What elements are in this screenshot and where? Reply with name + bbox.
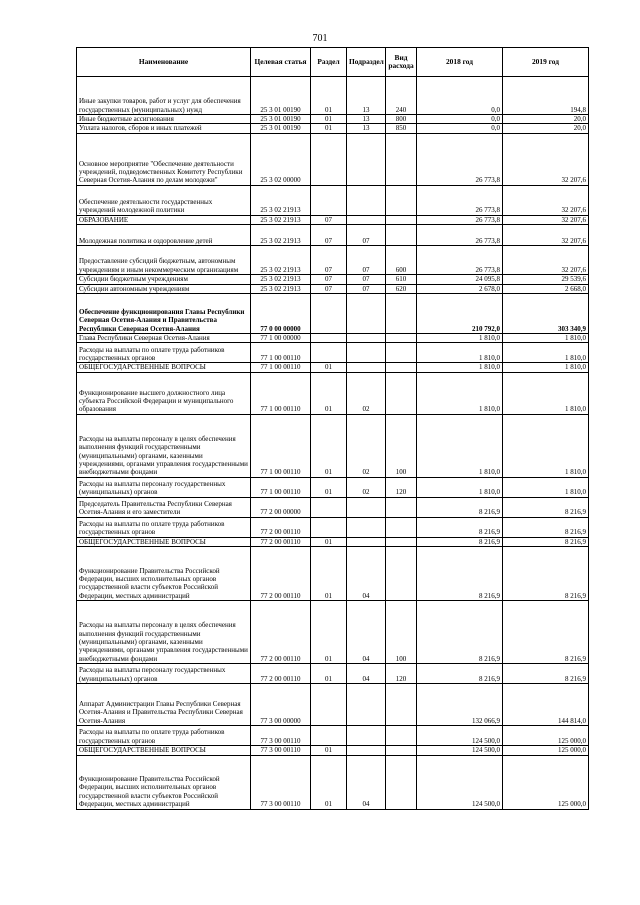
table-row bbox=[77, 343, 589, 363]
row-2018: 1 810,0 bbox=[417, 477, 503, 497]
row-section: 01 bbox=[311, 77, 347, 115]
table-row bbox=[77, 497, 589, 517]
row-section: 07 bbox=[311, 284, 347, 293]
table-header-row bbox=[77, 48, 589, 77]
row-section: 01 bbox=[311, 746, 347, 755]
row-section: 01 bbox=[311, 115, 347, 124]
row-type bbox=[386, 225, 417, 246]
row-2018: 1 810,0 bbox=[417, 414, 503, 477]
row-type bbox=[386, 294, 417, 334]
table-row bbox=[77, 601, 589, 664]
row-subsection bbox=[347, 343, 386, 363]
row-code: 25 3 02 21913 bbox=[251, 246, 311, 275]
row-subsection bbox=[347, 537, 386, 546]
row-code: 77 2 00 00110 bbox=[251, 537, 311, 546]
row-name: Председатель Правительства Республики Северная Осетия-Алания и его заместители bbox=[77, 497, 251, 517]
row-2018: 1 810,0 bbox=[417, 363, 503, 372]
row-section: 01 bbox=[311, 547, 347, 601]
row-2019: 1 810,0 bbox=[503, 343, 589, 363]
row-2019: 1 810,0 bbox=[503, 363, 589, 372]
row-name: Расходы на выплаты по оплате труда работников государственных органов bbox=[77, 517, 251, 537]
table-row bbox=[77, 133, 589, 185]
row-name: Уплата налогов, сборов и иных платежей bbox=[77, 124, 251, 133]
row-name: Обеспечение функционирования Главы Республики Северная Осетия-Алания и Правительства Республики Северная Осетия-Алания bbox=[77, 294, 251, 334]
row-code: 77 2 00 00110 bbox=[251, 664, 311, 684]
row-type bbox=[386, 755, 417, 809]
table-row bbox=[77, 363, 589, 372]
row-name: Функционирование высшего должностного лица субъекта Российской Федерации и муниципального образования bbox=[77, 372, 251, 414]
row-subsection bbox=[347, 294, 386, 334]
table-row bbox=[77, 414, 589, 477]
row-section: 01 bbox=[311, 363, 347, 372]
row-section: 07 bbox=[311, 225, 347, 246]
row-name: Аппарат Администрации Главы Республики Северная Осетия-Алания и Правительства Республики Северная Осетия-Алания bbox=[77, 684, 251, 726]
row-type bbox=[386, 537, 417, 546]
table-row bbox=[77, 664, 589, 684]
row-subsection bbox=[347, 684, 386, 726]
row-code: 25 3 01 00190 bbox=[251, 77, 311, 115]
row-name: ОБЩЕГОСУДАРСТВЕННЫЕ ВОПРОСЫ bbox=[77, 746, 251, 755]
row-subsection: 07 bbox=[347, 275, 386, 284]
row-section: 01 bbox=[311, 601, 347, 664]
row-subsection: 04 bbox=[347, 601, 386, 664]
row-subsection: 13 bbox=[347, 77, 386, 115]
row-name: Иные бюджетные ассигнования bbox=[77, 115, 251, 124]
row-section bbox=[311, 343, 347, 363]
row-code: 25 3 02 00000 bbox=[251, 133, 311, 185]
row-2019: 20,0 bbox=[503, 124, 589, 133]
row-type bbox=[386, 215, 417, 224]
row-2018: 26 773,8 bbox=[417, 133, 503, 185]
row-code: 77 2 00 00000 bbox=[251, 497, 311, 517]
row-2018: 8 216,9 bbox=[417, 497, 503, 517]
row-2019: 1 810,0 bbox=[503, 334, 589, 343]
row-type: 610 bbox=[386, 275, 417, 284]
row-name: ОБРАЗОВАНИЕ bbox=[77, 215, 251, 224]
row-code: 77 3 00 00000 bbox=[251, 684, 311, 726]
row-section bbox=[311, 726, 347, 746]
row-subsection bbox=[347, 497, 386, 517]
row-subsection: 04 bbox=[347, 547, 386, 601]
row-2019: 125 000,0 bbox=[503, 746, 589, 755]
row-name: Молодежная политика и оздоровление детей bbox=[77, 225, 251, 246]
row-type: 100 bbox=[386, 601, 417, 664]
row-name: Основное мероприятие "Обеспечение деятельности учреждений, подведомственных Комитету Республики Северная Осетия-Алания по делам молодежи" bbox=[77, 133, 251, 185]
row-2018: 8 216,9 bbox=[417, 537, 503, 546]
row-code: 25 3 02 21913 bbox=[251, 185, 311, 215]
row-section bbox=[311, 294, 347, 334]
row-2018: 0,0 bbox=[417, 115, 503, 124]
row-name: Расходы на выплаты по оплате труда работников государственных органов bbox=[77, 726, 251, 746]
row-2019: 32 207,6 bbox=[503, 225, 589, 246]
row-name: Глава Республики Северная Осетия-Алания bbox=[77, 334, 251, 343]
row-2019: 8 216,9 bbox=[503, 497, 589, 517]
row-section: 01 bbox=[311, 477, 347, 497]
row-code: 77 1 00 00110 bbox=[251, 477, 311, 497]
table-row bbox=[77, 746, 589, 755]
row-code: 77 1 00 00110 bbox=[251, 343, 311, 363]
table-row bbox=[77, 755, 589, 809]
row-code: 25 3 01 00190 bbox=[251, 124, 311, 133]
table-row bbox=[77, 185, 589, 215]
row-name: Субсидии бюджетным учреждениям bbox=[77, 275, 251, 284]
row-type bbox=[386, 372, 417, 414]
row-name: Расходы на выплаты персоналу в целях обеспечения выполнения функций государственными (муниципальными) органами, казенными учреждениями, органами управления государственными внебюджетными фондами bbox=[77, 414, 251, 477]
row-2018: 124 500,0 bbox=[417, 726, 503, 746]
row-2018: 26 773,8 bbox=[417, 215, 503, 224]
row-name: Расходы на выплаты персоналу государственных (муниципальных) органов bbox=[77, 664, 251, 684]
row-type: 120 bbox=[386, 664, 417, 684]
table-row bbox=[77, 124, 589, 133]
row-type: 120 bbox=[386, 477, 417, 497]
row-subsection bbox=[347, 334, 386, 343]
table-row bbox=[77, 547, 589, 601]
row-code: 25 3 02 21913 bbox=[251, 275, 311, 284]
row-section: 01 bbox=[311, 372, 347, 414]
row-type bbox=[386, 517, 417, 537]
row-2019: 29 539,6 bbox=[503, 275, 589, 284]
row-subsection: 02 bbox=[347, 372, 386, 414]
row-name: Функционирование Правительства Российской Федерации, высших исполнительных органов государственной власти субъектов Российской Федерации, местных администраций bbox=[77, 547, 251, 601]
row-name: Расходы на выплаты по оплате труда работников государственных органов bbox=[77, 343, 251, 363]
row-code: 25 3 02 21913 bbox=[251, 225, 311, 246]
row-subsection bbox=[347, 133, 386, 185]
row-type bbox=[386, 497, 417, 517]
row-type bbox=[386, 726, 417, 746]
row-section bbox=[311, 133, 347, 185]
row-name: Обеспечение деятельности государственных учреждений молодежной политики bbox=[77, 185, 251, 215]
row-subsection: 02 bbox=[347, 414, 386, 477]
row-2018: 1 810,0 bbox=[417, 334, 503, 343]
row-code: 77 2 00 00110 bbox=[251, 547, 311, 601]
row-section bbox=[311, 185, 347, 215]
row-subsection bbox=[347, 215, 386, 224]
header-type: Вид расхода bbox=[386, 48, 417, 77]
row-2018: 124 500,0 bbox=[417, 746, 503, 755]
row-subsection: 13 bbox=[347, 115, 386, 124]
row-type: 100 bbox=[386, 414, 417, 477]
row-2019: 8 216,9 bbox=[503, 537, 589, 546]
row-2019: 8 216,9 bbox=[503, 547, 589, 601]
row-2019: 20,0 bbox=[503, 115, 589, 124]
table-row bbox=[77, 477, 589, 497]
row-section: 07 bbox=[311, 215, 347, 224]
table-row bbox=[77, 225, 589, 246]
row-code: 77 1 00 00110 bbox=[251, 414, 311, 477]
row-2019: 125 000,0 bbox=[503, 755, 589, 809]
row-section: 01 bbox=[311, 124, 347, 133]
row-subsection: 07 bbox=[347, 284, 386, 293]
row-2019: 32 207,6 bbox=[503, 133, 589, 185]
row-subsection: 07 bbox=[347, 246, 386, 275]
row-section: 07 bbox=[311, 275, 347, 284]
row-section: 01 bbox=[311, 664, 347, 684]
table-row bbox=[77, 517, 589, 537]
row-2019: 144 814,0 bbox=[503, 684, 589, 726]
row-type: 800 bbox=[386, 115, 417, 124]
row-type bbox=[386, 363, 417, 372]
row-subsection: 02 bbox=[347, 477, 386, 497]
row-code: 77 2 00 00110 bbox=[251, 601, 311, 664]
header-subsection: Подраздел bbox=[347, 48, 386, 77]
table-row bbox=[77, 684, 589, 726]
row-section bbox=[311, 517, 347, 537]
row-code: 77 3 00 00110 bbox=[251, 755, 311, 809]
row-section: 01 bbox=[311, 414, 347, 477]
row-2019: 1 810,0 bbox=[503, 372, 589, 414]
table-body bbox=[77, 77, 589, 810]
row-2018: 124 500,0 bbox=[417, 755, 503, 809]
row-subsection: 07 bbox=[347, 225, 386, 246]
row-type bbox=[386, 133, 417, 185]
row-section bbox=[311, 334, 347, 343]
table-row bbox=[77, 77, 589, 115]
row-name: Расходы на выплаты персоналу государственных (муниципальных) органов bbox=[77, 477, 251, 497]
row-2018: 26 773,8 bbox=[417, 225, 503, 246]
budget-table bbox=[76, 47, 589, 810]
header-2018: 2018 год bbox=[417, 48, 503, 77]
row-2018: 8 216,9 bbox=[417, 517, 503, 537]
row-section: 01 bbox=[311, 755, 347, 809]
row-type: 600 bbox=[386, 246, 417, 275]
row-section bbox=[311, 684, 347, 726]
row-code: 77 3 00 00110 bbox=[251, 746, 311, 755]
table-row bbox=[77, 372, 589, 414]
row-2019: 8 216,9 bbox=[503, 517, 589, 537]
row-2018: 8 216,9 bbox=[417, 601, 503, 664]
row-type bbox=[386, 547, 417, 601]
row-section bbox=[311, 497, 347, 517]
row-section: 07 bbox=[311, 246, 347, 275]
row-2018: 26 773,8 bbox=[417, 246, 503, 275]
header-code: Целевая статья bbox=[251, 48, 311, 77]
row-name: Субсидии автономным учреждениям bbox=[77, 284, 251, 293]
table-row bbox=[77, 284, 589, 293]
row-subsection bbox=[347, 746, 386, 755]
row-2018: 24 095,8 bbox=[417, 275, 503, 284]
row-code: 25 3 01 00190 bbox=[251, 115, 311, 124]
row-type bbox=[386, 334, 417, 343]
row-type bbox=[386, 343, 417, 363]
page-number: 701 bbox=[312, 33, 328, 44]
row-subsection: 13 bbox=[347, 124, 386, 133]
row-2019: 32 207,6 bbox=[503, 215, 589, 224]
table-row bbox=[77, 726, 589, 746]
table-row bbox=[77, 537, 589, 546]
row-2019: 8 216,9 bbox=[503, 601, 589, 664]
row-2018: 1 810,0 bbox=[417, 343, 503, 363]
row-code: 77 0 00 00000 bbox=[251, 294, 311, 334]
row-2018: 0,0 bbox=[417, 77, 503, 115]
header-section: Раздел bbox=[311, 48, 347, 77]
row-section: 01 bbox=[311, 537, 347, 546]
row-type: 240 bbox=[386, 77, 417, 115]
row-name: Иные закупки товаров, работ и услуг для обеспечения государственных (муниципальных) нужд bbox=[77, 77, 251, 115]
row-type: 620 bbox=[386, 284, 417, 293]
row-2018: 26 773,8 bbox=[417, 185, 503, 215]
row-2019: 303 340,9 bbox=[503, 294, 589, 334]
row-name: ОБЩЕГОСУДАРСТВЕННЫЕ ВОПРОСЫ bbox=[77, 363, 251, 372]
row-code: 77 1 00 00000 bbox=[251, 334, 311, 343]
header-2019: 2019 год bbox=[503, 48, 589, 77]
row-code: 25 3 02 21913 bbox=[251, 215, 311, 224]
row-2018: 132 066,9 bbox=[417, 684, 503, 726]
row-2018: 8 216,9 bbox=[417, 547, 503, 601]
table-row bbox=[77, 294, 589, 334]
row-2018: 8 216,9 bbox=[417, 664, 503, 684]
row-name: Функционирование Правительства Российской Федерации, высших исполнительных органов государственной власти субъектов Российской Федерации, местных администраций bbox=[77, 755, 251, 809]
row-2019: 32 207,6 bbox=[503, 185, 589, 215]
row-subsection: 04 bbox=[347, 755, 386, 809]
table-row bbox=[77, 334, 589, 343]
row-code: 77 1 00 00110 bbox=[251, 372, 311, 414]
row-subsection bbox=[347, 363, 386, 372]
table-row bbox=[77, 275, 589, 284]
row-type bbox=[386, 185, 417, 215]
row-type: 850 bbox=[386, 124, 417, 133]
row-2019: 8 216,9 bbox=[503, 664, 589, 684]
row-name: Предоставление субсидий бюджетным, автономным учреждениям и иным некоммерческим организациям bbox=[77, 246, 251, 275]
row-code: 77 2 00 00110 bbox=[251, 517, 311, 537]
row-name: ОБЩЕГОСУДАРСТВЕННЫЕ ВОПРОСЫ bbox=[77, 537, 251, 546]
row-2019: 32 207,6 bbox=[503, 246, 589, 275]
row-subsection: 04 bbox=[347, 664, 386, 684]
row-2019: 194,8 bbox=[503, 77, 589, 115]
row-2019: 1 810,0 bbox=[503, 414, 589, 477]
row-subsection bbox=[347, 517, 386, 537]
row-type bbox=[386, 684, 417, 726]
table-row bbox=[77, 246, 589, 275]
row-code: 25 3 02 21913 bbox=[251, 284, 311, 293]
row-name: Расходы на выплаты персоналу в целях обеспечения выполнения функций государственными (муниципальными) органами, казенными учреждениями, органами управления государственными внебюджетными фондами bbox=[77, 601, 251, 664]
row-2019: 125 000,0 bbox=[503, 726, 589, 746]
row-code: 77 3 00 00110 bbox=[251, 726, 311, 746]
table-row bbox=[77, 115, 589, 124]
row-2018: 1 810,0 bbox=[417, 372, 503, 414]
row-2018: 2 678,0 bbox=[417, 284, 503, 293]
row-2018: 0,0 bbox=[417, 124, 503, 133]
row-code: 77 1 00 00110 bbox=[251, 363, 311, 372]
row-2019: 2 668,0 bbox=[503, 284, 589, 293]
table-row bbox=[77, 215, 589, 224]
row-2019: 1 810,0 bbox=[503, 477, 589, 497]
row-subsection bbox=[347, 726, 386, 746]
row-type bbox=[386, 746, 417, 755]
row-2018: 210 792,0 bbox=[417, 294, 503, 334]
row-subsection bbox=[347, 185, 386, 215]
header-name: Наименование bbox=[77, 48, 251, 77]
